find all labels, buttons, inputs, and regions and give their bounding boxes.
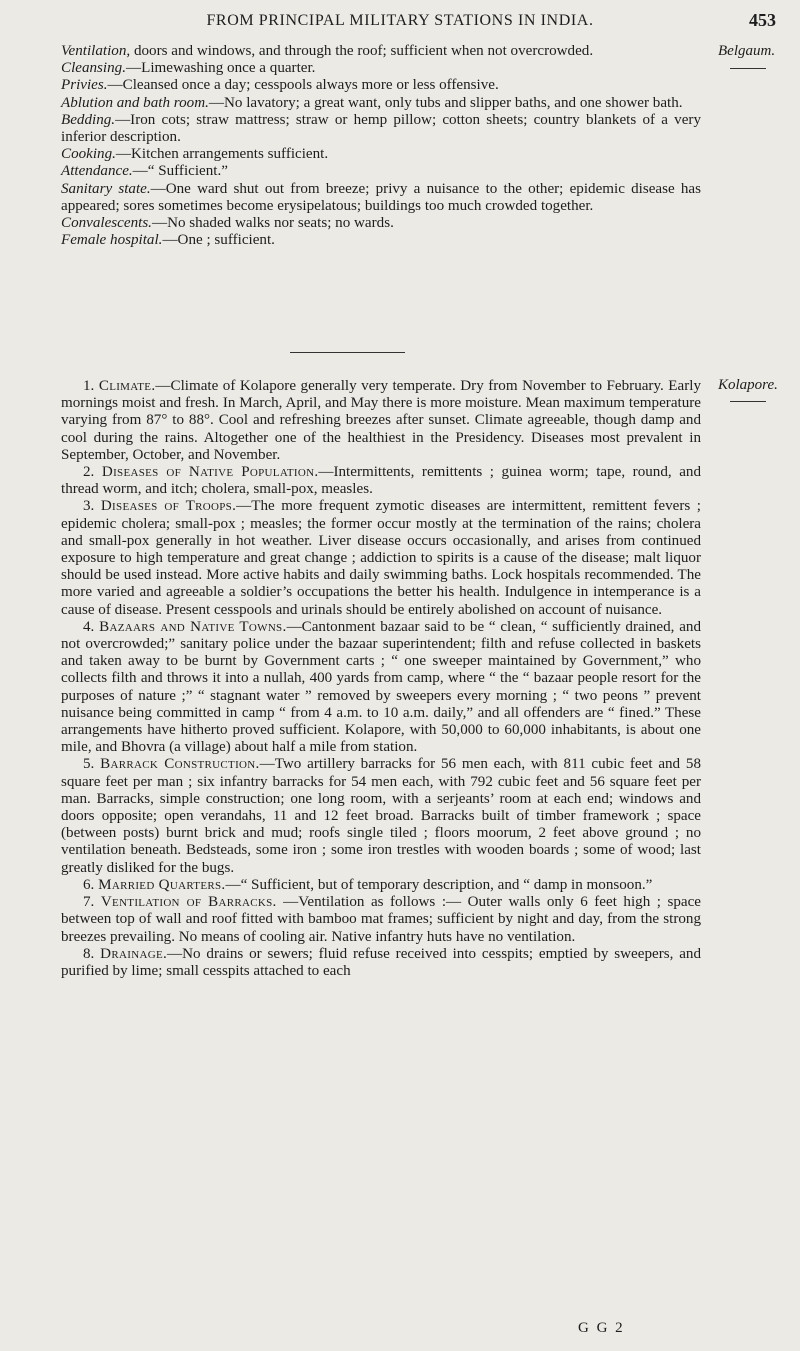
para-number: 3. [83,498,95,515]
para-text: —Climate of Kolapore generally very temperate. Dry from November to February. Early mornings moist and fresh. In March, April, and May there is more moisture. Mean maximum temperature varying from 87° to 88°. Cool and refreshing breezes after sunset. Climate agreeable, though damp and cool during the rains. Altogether one of the healthiest in the Presidency. Diseases most prevalent in September, October, and November. [61,378,701,463]
entry-label: Bedding. [61,111,116,128]
para-heading: Married Quarters. [98,876,226,893]
kolapore-para-3 [61,498,701,618]
entry-text: —No lavatory; a great want, only tubs and slipper baths, and one shower bath. [208,94,683,111]
para-heading: Ventilation of Barracks. [100,894,277,911]
entry-label: Ventilation, [61,43,131,59]
para-number: 5. [83,756,95,773]
belgaum-sanitary-state [61,181,701,215]
entry-label: Privies. [61,77,108,94]
para-text: —No drains or sewers; fluid refuse received into cesspits; emptied by sweepers, and purified by lime; small cesspits attached to each [61,945,701,979]
kolapore-para-4 [61,619,701,757]
belgaum-section [61,43,701,249]
para-heading: Diseases of Native Population. [101,464,319,481]
para-heading: Drainage. [100,945,168,962]
entry-label: Ablution and bath room. [61,94,209,111]
entry-text: —One ; sufficient. [162,232,275,249]
para-text: —Ventilation as follows :— Outer walls only 6 feet high ; space between top of wall and roof fitted with bamboo mat frames; sufficient by night and day, from the strong breezes prevailing. No means of cooling air. Native infantry huts have no ventilation. [61,894,701,945]
kolapore-para-7 [61,894,701,946]
kolapore-section [61,378,701,980]
margin-note-kolapore: Kolapore. [718,377,778,393]
entry-label: Cleansing. [61,60,126,77]
belgaum-ventilation [61,43,701,60]
entry-text: doors and windows, and through the roof; sufficient when not overcrowded. [130,43,594,59]
margin-rule [730,401,766,402]
kolapore-para-5 [61,756,701,876]
entry-text: —“ Sufficient.” [132,163,228,180]
margin-note-belgaum: Belgaum. [718,43,776,59]
entry-text: —Kitchen arrangements sufficient. [115,146,329,163]
belgaum-privies [61,77,701,94]
running-head: FROM PRINCIPAL MILITARY STATIONS IN INDIA. [206,12,594,29]
section-divider [290,352,405,353]
para-text: —“ Sufficient, but of temporary description, and “ damp in monsoon.” [225,876,653,893]
page-header [0,6,800,36]
belgaum-attendance [61,163,701,180]
entry-text: —One ward shut out from breeze; privy a nuisance to the other; epidemic disease has appeared; sores sometimes become erysipelatous; buildings too much crowded together. [61,180,702,214]
entry-text: —No shaded walks nor seats; no wards. [151,215,394,232]
belgaum-female-hospital [61,232,701,249]
belgaum-cooking [61,146,701,163]
kolapore-para-2 [61,464,701,498]
entry-text: —Iron cots; straw mattress; straw or hemp pillow; cotton sheets; country blankets of a very inferior description. [61,111,701,146]
para-heading: Diseases of Troops. [100,498,237,515]
para-number: 2. [83,464,95,481]
belgaum-ablution [61,95,701,112]
page-number: 453 [749,10,776,30]
para-number: 6. [83,876,95,893]
para-heading: Climate. [98,378,156,394]
entry-text: —Cleansed once a day; cesspools always more or less offensive. [107,77,499,94]
signature-mark: G G 2 [578,1320,625,1336]
para-text: —Intermittents, remittents ; guinea worm; tape, round, and thread worm, and itch; cholera, small-pox, measles. [61,464,701,498]
entry-text: —Limewashing once a quarter. [126,60,316,77]
entry-label: Convalescents. [61,215,152,232]
entry-label: Cooking. [61,146,116,163]
kolapore-para-6 [61,877,701,894]
para-number: 1. [83,378,95,394]
belgaum-bedding [61,112,701,146]
para-number: 8. [83,945,95,962]
para-heading: Barrack Construction. [100,756,260,773]
entry-label: Female hospital. [61,232,163,249]
belgaum-cleansing [61,60,701,77]
para-heading: Bazaars and Native Towns. [99,618,287,635]
entry-label: Sanitary state. [61,180,151,197]
para-number: 4. [83,618,95,635]
belgaum-convalescents [61,215,701,232]
para-text: —Two artillery barracks for 56 men each, with 811 cubic feet and 58 square feet per man ; six infantry barracks for 54 men each, with 792 cubic feet and 56 square feet per man. Barracks, simple construction; one long room, with a serjeants’ room at each end; windows and doors opposite; open verandahs, 11 and 12 feet broad. Barracks built of timber framework ; space (between posts) burnt brick and mud; roofs single tiled ; floors moorum, 2 feet above ground ; no ventilation beneath. Bedsteads, some iron ; some iron trestles with wooden boards ; some of wood; last greatly disliked for the bugs. [61,756,701,876]
kolapore-para-1 [61,378,701,464]
kolapore-para-8 [61,946,701,980]
para-text: —The more frequent zymotic diseases are intermittent, remittent fevers ; epidemic cholera; small-pox ; measles; the former occur mostly at the termination of the rains; cholera and small-pox generally in hot weather. Liver disease occurs occasionally, and arises from continued exposure to high temperature and great change ; addiction to spirits is a cause of the disease; malt liquor should be used instead. More active habits and daily swimming baths. Lock hospitals recommended. The more varied and agreeable a soldier’s occupations the better his health. Indulgence in intemperance is a cause of disease. Present cesspools and urinals should be entirely abolished on account of nuisance. [61,498,701,618]
entry-label: Attendance. [61,163,133,180]
para-number: 7. [83,894,95,911]
para-text: —Cantonment bazaar said to be “ clean, “ sufficiently drained, and not overcrowded;” sanitary police under the bazaar superintendent; filth and refuse collected in baskets and taken away to be burnt by Government carts ; “ one sweeper maintained by Government,” who collects filth and throws it into a nullah, 400 yards from camp, where “ the “ bazaar people resort for the purposes of nature ;” “ stagnant water ” removed by sweepers every morning ; “ two peons ” prevent nuisance being committed in camp “ from 4 a.m. to 10 a.m. daily,” and all offenders are “ fined.” These arrangements have hitherto proved sufficient. Kolapore, with 50,000 to 60,000 inhabitants, is about one mile, and Bhovra (a village) about half a mile from station. [61,618,701,756]
margin-rule [730,68,766,69]
